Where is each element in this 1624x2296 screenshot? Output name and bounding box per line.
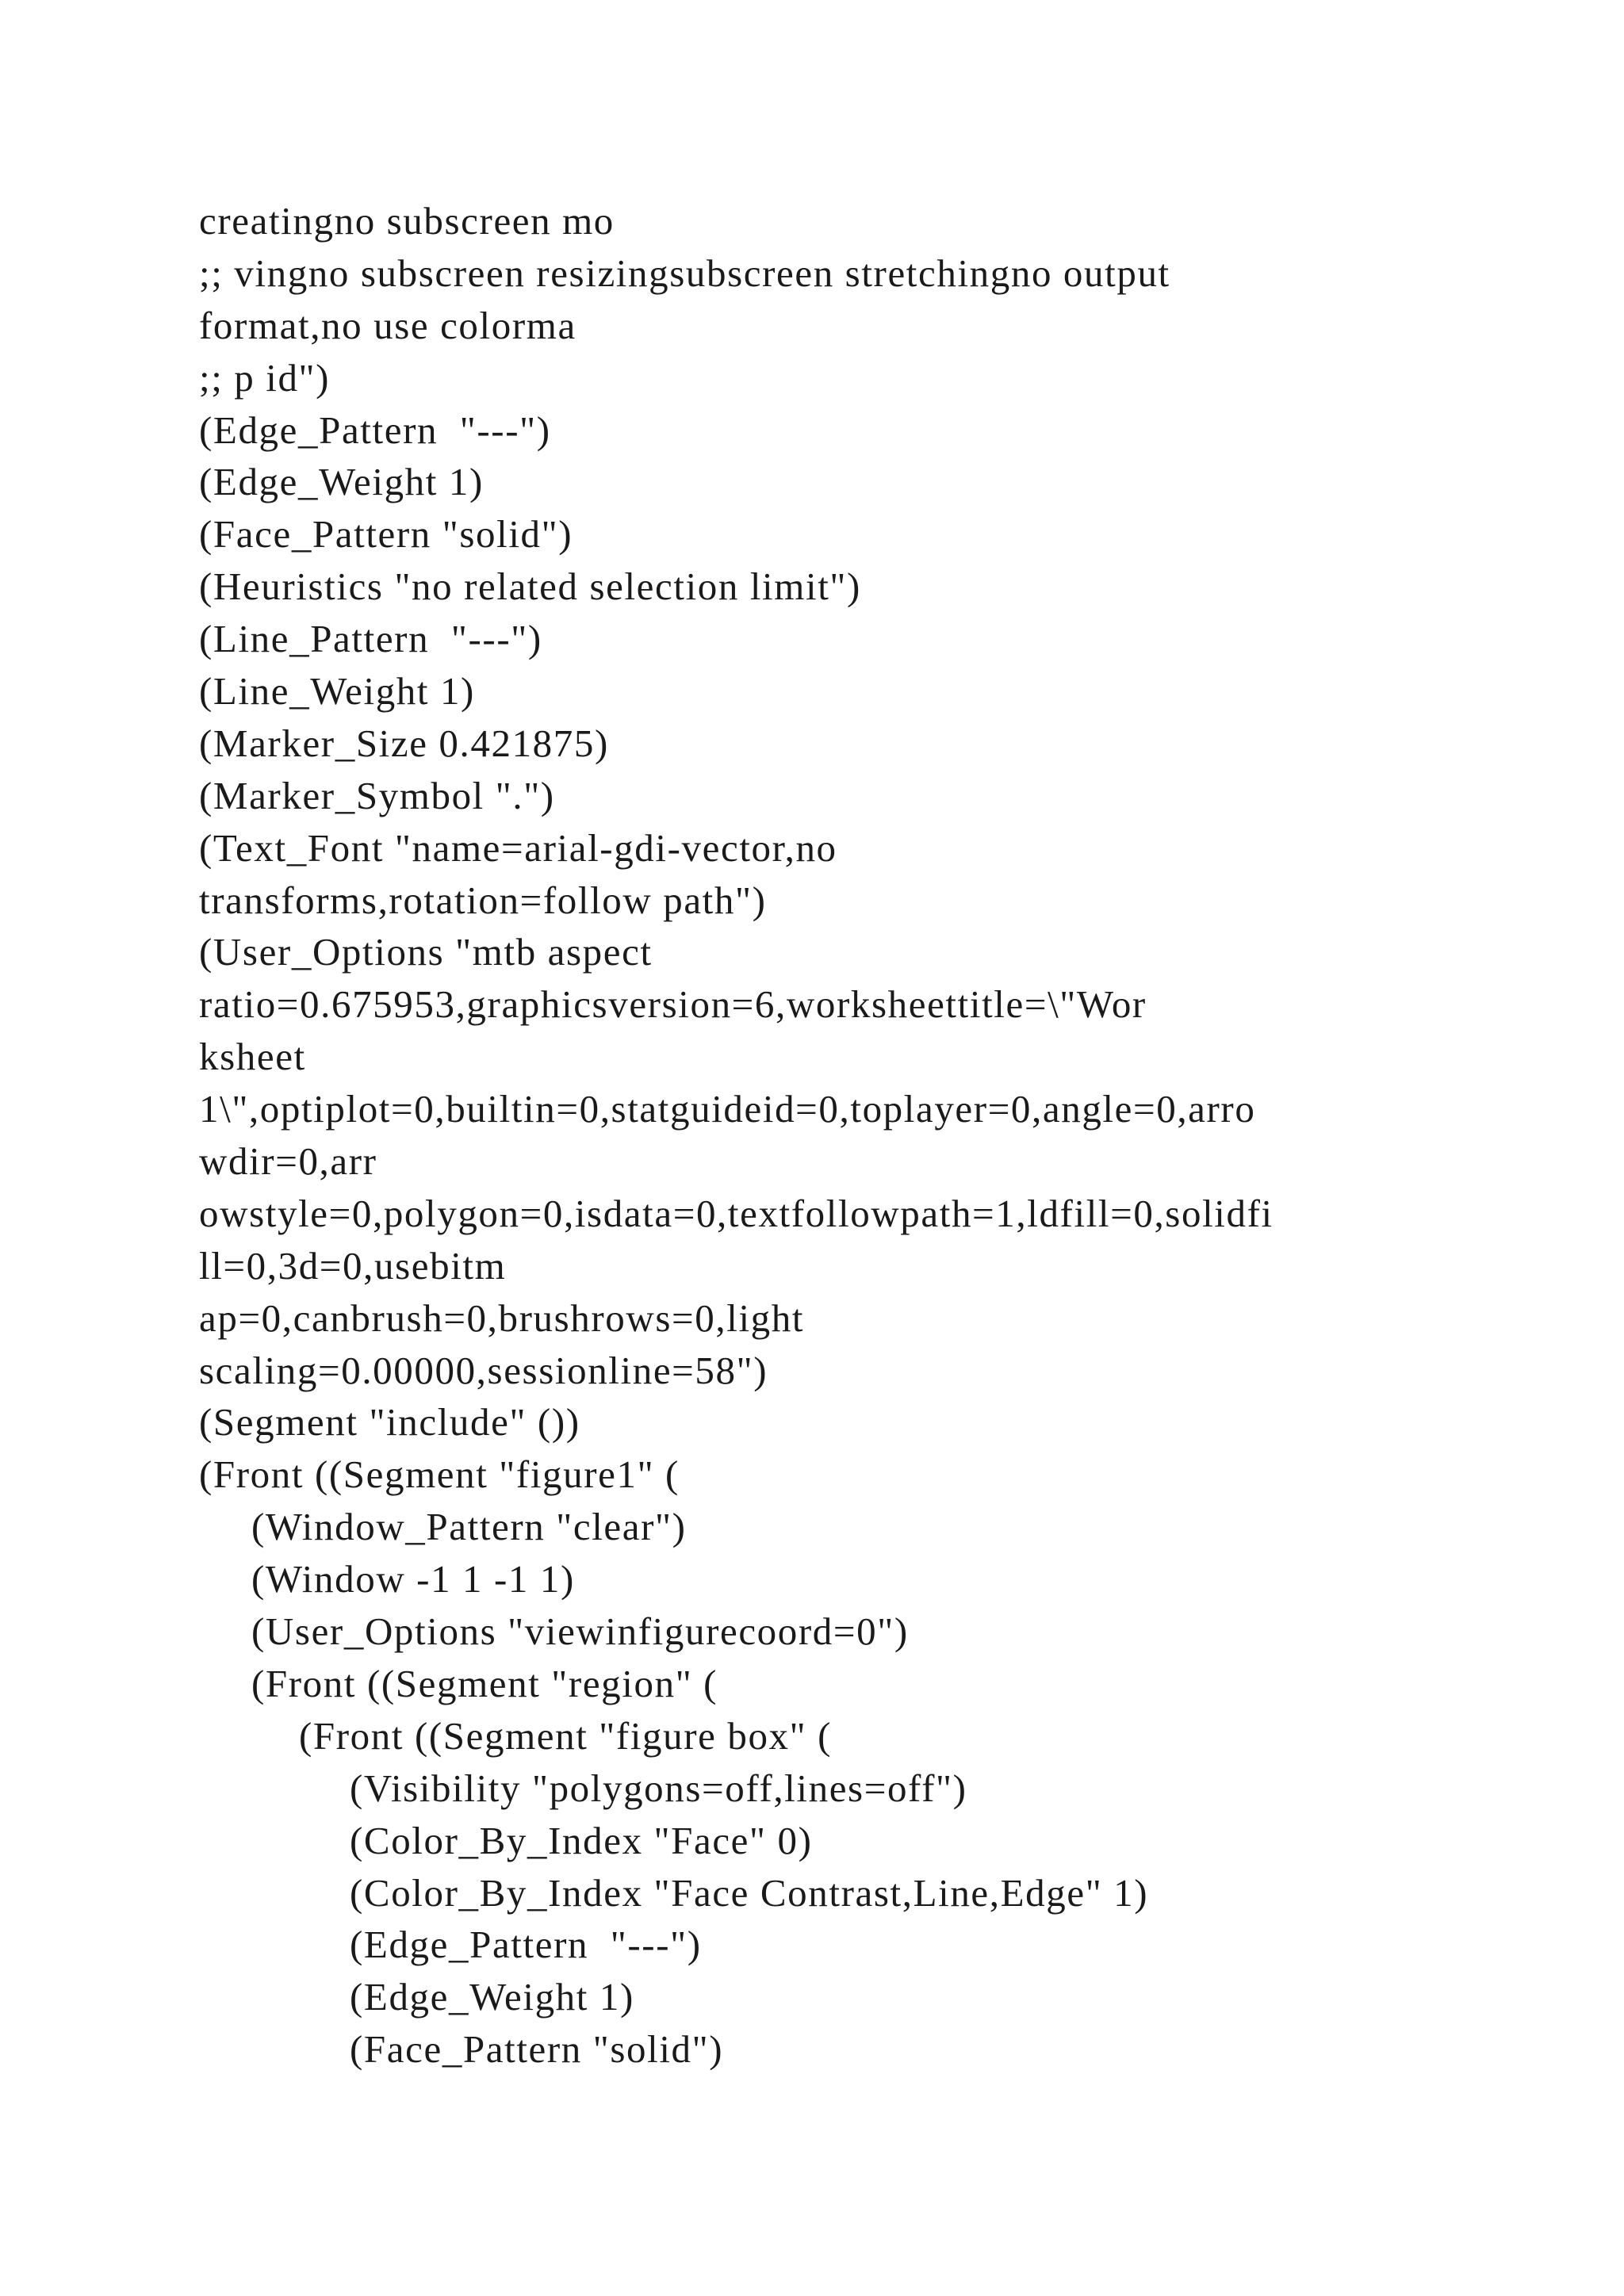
- document-line: (Segment "include" ()): [199, 1400, 580, 1445]
- document-line: 1\",optiplot=0,builtin=0,statguideid=0,toplayer=0,angle=0,arro: [199, 1087, 1256, 1131]
- document-line: creatingno subscreen mo: [199, 199, 615, 243]
- document-line: (Text_Font "name=arial-gdi-vector,no: [199, 825, 837, 870]
- code-text-block: [199, 195, 1547, 2076]
- document-line: (Window -1 1 -1 1): [251, 1557, 575, 1601]
- document-line: (Face_Pattern "solid"): [199, 512, 573, 557]
- document-line: ;; vingno subscreen resizingsubscreen stretchingno output: [199, 251, 1170, 295]
- document-line: (Color_By_Index "Face" 0): [350, 1818, 813, 1862]
- document-line: wdir=0,arr: [199, 1139, 377, 1184]
- document-line: (Edge_Pattern "---"): [199, 408, 551, 452]
- document-line: (Marker_Symbol "."): [199, 773, 555, 817]
- document-line: format,no use colorma: [199, 303, 576, 347]
- document-line: ksheet: [199, 1035, 306, 1079]
- document-line: (Heuristics "no related selection limit"): [199, 564, 861, 609]
- document-line: (Front ((Segment "region" (: [251, 1661, 718, 1705]
- document-line: (User_Options "viewinfigurecoord=0"): [251, 1609, 909, 1654]
- document-line: (Face_Pattern "solid"): [350, 2027, 724, 2072]
- document-line: (Edge_Pattern "---"): [350, 1923, 702, 1967]
- document-line: (Edge_Weight 1): [199, 460, 484, 504]
- document-line: (Window_Pattern "clear"): [251, 1505, 687, 1549]
- document-line: (Line_Weight 1): [199, 669, 475, 714]
- document-line: (Front ((Segment "figure1" (: [199, 1452, 680, 1497]
- document-line: ap=0,canbrush=0,brushrows=0,light: [199, 1295, 805, 1340]
- document-line: (Visibility "polygons=off,lines=off"): [350, 1766, 967, 1810]
- document-line: (Marker_Size 0.421875): [199, 721, 609, 765]
- document-line: (Edge_Weight 1): [350, 1975, 634, 2019]
- document-line: ll=0,3d=0,usebitm: [199, 1243, 507, 1288]
- document-line: scaling=0.00000,sessionline=58"): [199, 1348, 768, 1392]
- document-line: (User_Options "mtb aspect: [199, 930, 653, 974]
- document-line: (Front ((Segment "figure box" (: [299, 1713, 833, 1758]
- document-line: (Line_Pattern "---"): [199, 617, 542, 661]
- document-line: transforms,rotation=follow path"): [199, 878, 767, 922]
- document-line: ;; p id"): [199, 355, 331, 400]
- document-line: ratio=0.675953,graphicsversion=6,worksheettitle=\"Wor: [199, 982, 1147, 1027]
- document-line: owstyle=0,polygon=0,isdata=0,textfollowpath=1,ldfill=0,solidfi: [199, 1191, 1274, 1235]
- document-line: (Color_By_Index "Face Contrast,Line,Edge" 1): [350, 1870, 1149, 1915]
